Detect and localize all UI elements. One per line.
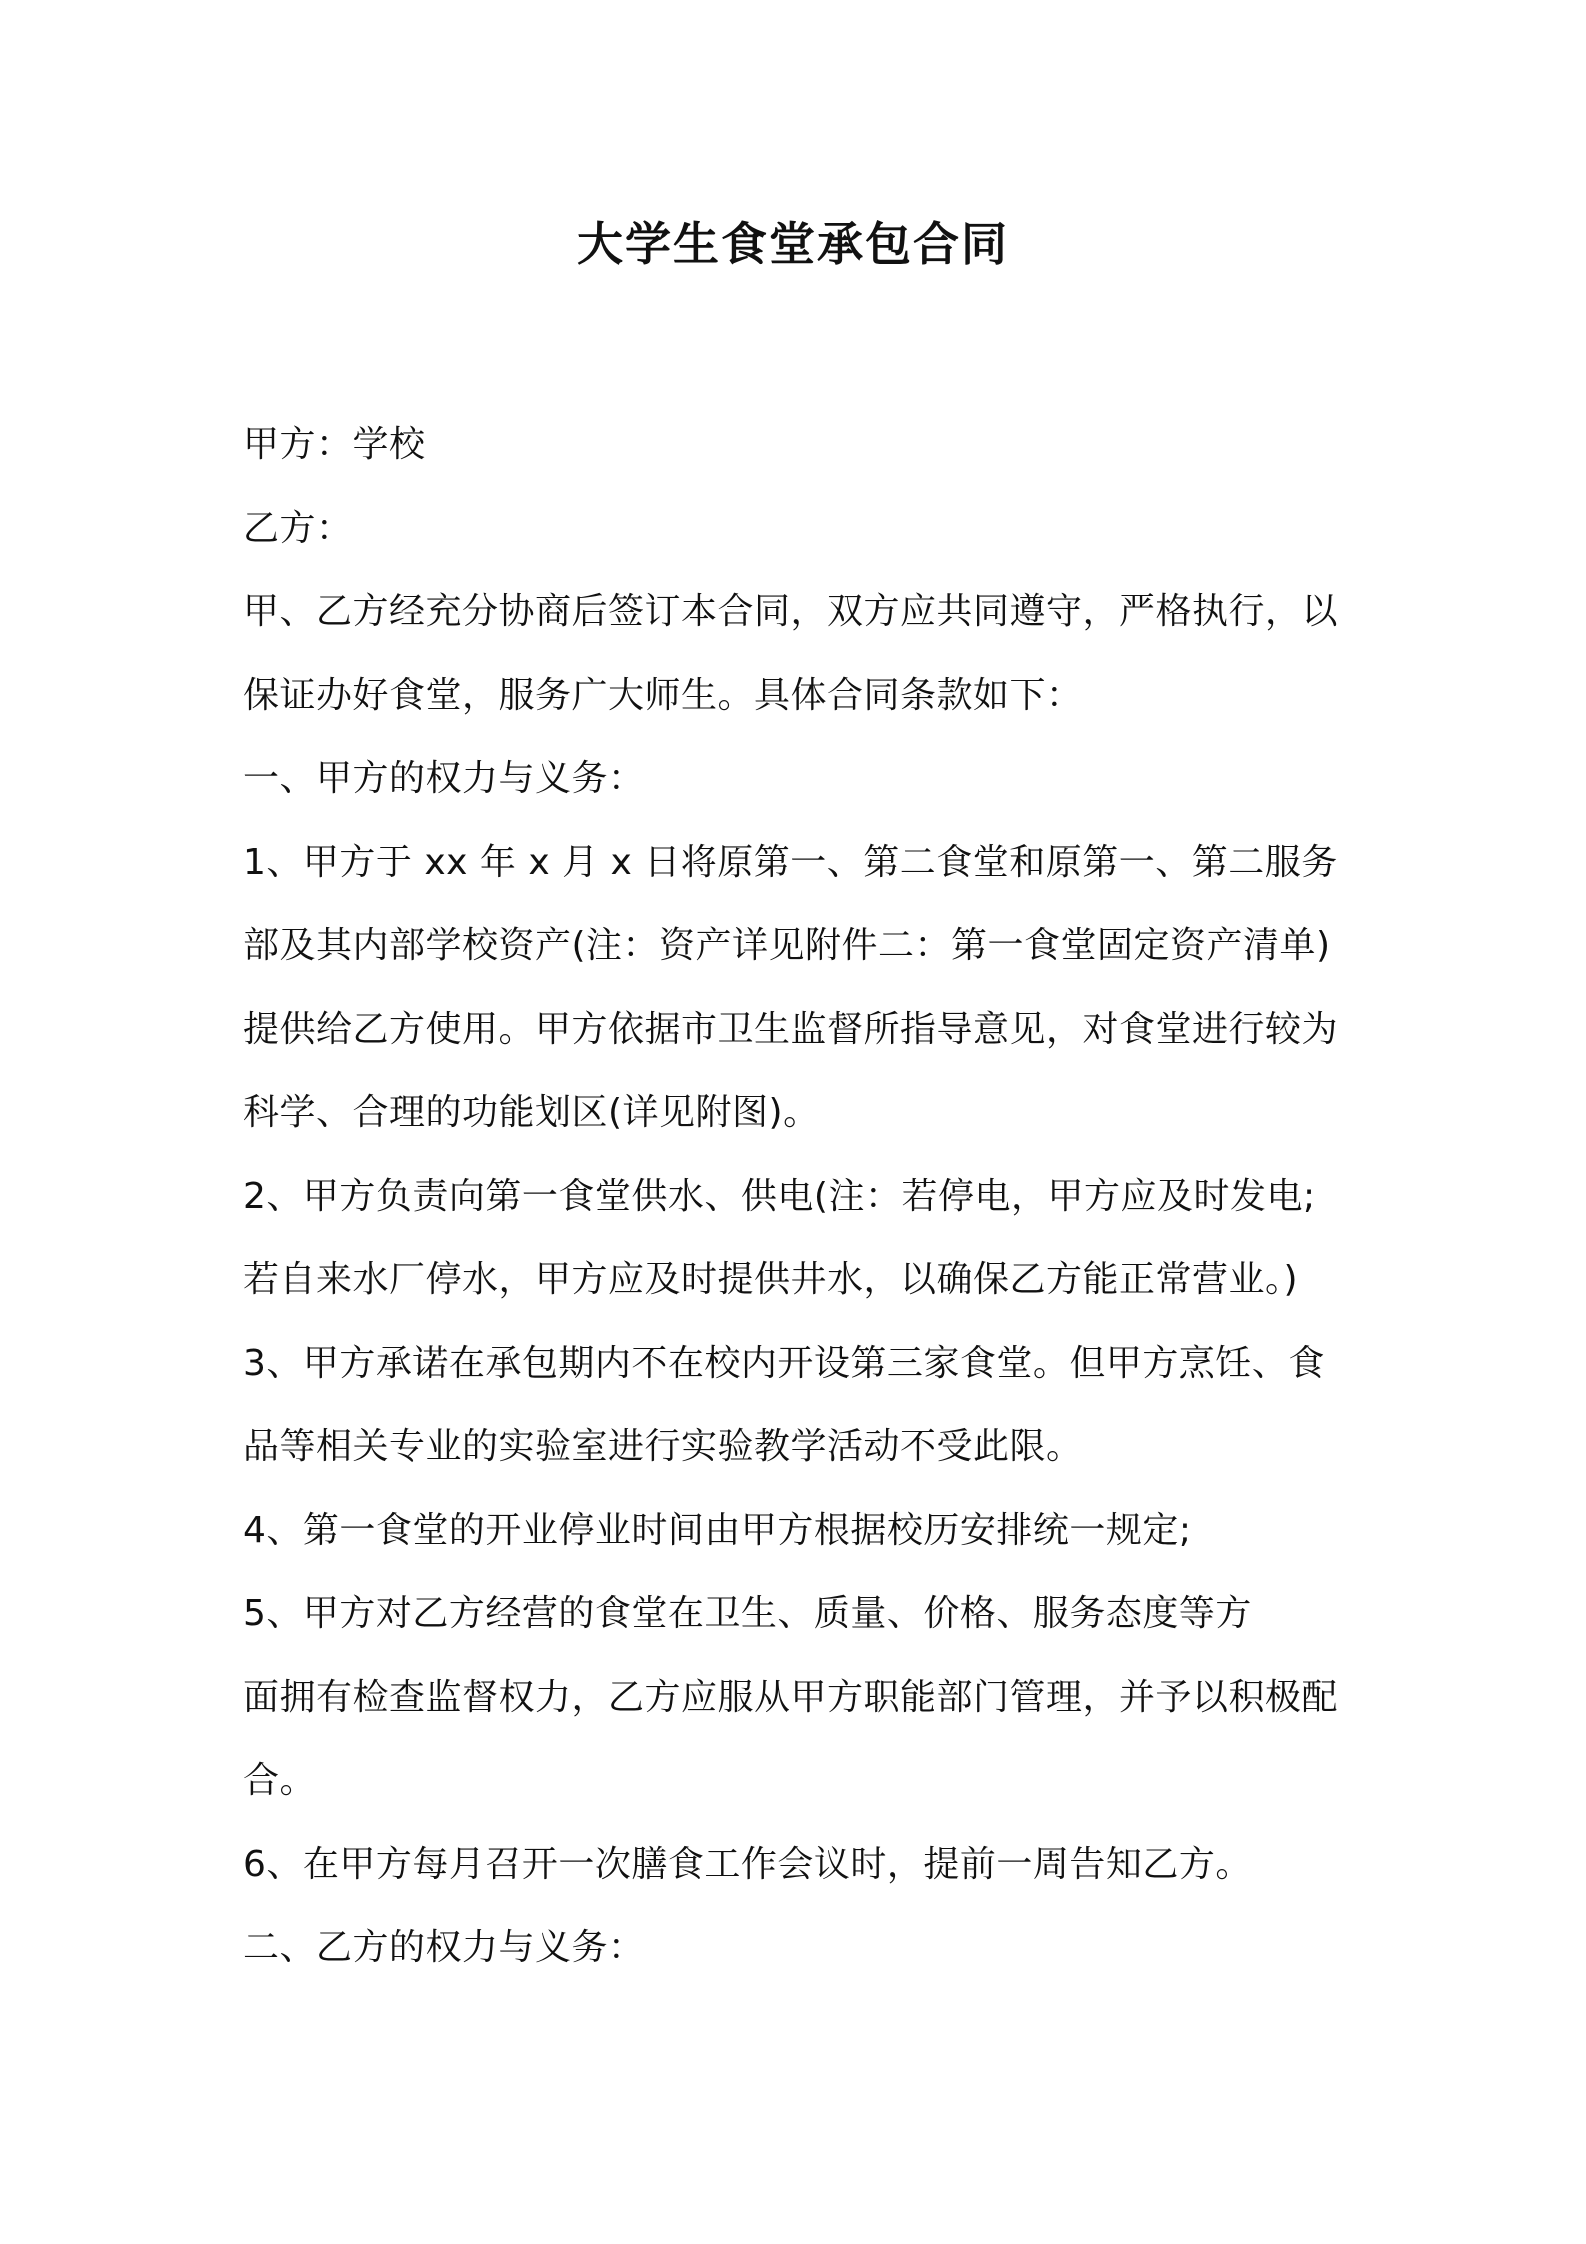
preamble-line-2: 保证办好食堂，服务广大师生。具体合同条款如下：: [243, 674, 1083, 716]
clause-3-line-1: 3、甲方承诺在承包期内不在校内开设第三家食堂。但甲方烹饪、食: [243, 1342, 1325, 1384]
clause-1-line-1: 1、甲方于 xx 年 x 月 x 日将原第一、第二食堂和原第一、第二服务: [243, 841, 1338, 883]
party-a-line: 甲方：学校: [243, 424, 426, 465]
clause-4-line-1: 4、第一食堂的开业停业时间由甲方根据校历安排统一规定;: [243, 1509, 1192, 1551]
clause-1-line-4: 科学、合理的功能划区(详见附图)。: [243, 1092, 820, 1133]
clause-2-line-2: 若自来水厂停水，甲方应及时提供井水，以确保乙方能正常营业。): [243, 1259, 1299, 1300]
document-title: 大学生食堂承包合同: [577, 217, 1009, 271]
section-heading-2: 二、乙方的权力与义务：: [243, 1927, 645, 1968]
clause-3-line-2: 品等相关专业的实验室进行实验教学活动不受此限。: [243, 1426, 1083, 1467]
section-heading-1: 一、甲方的权力与义务：: [243, 758, 645, 799]
clause-6-line-1: 6、在甲方每月召开一次膳食工作会议时，提前一周告知乙方。: [243, 1843, 1252, 1885]
party-b-line: 乙方：: [243, 507, 353, 549]
document-body: [243, 403, 1363, 1990]
clause-5-line-1: 5、甲方对乙方经营的食堂在卫生、质量、价格、服务态度等方: [243, 1593, 1252, 1634]
clause-2-line-1: 2、甲方负责向第一食堂供水、供电(注：若停电，甲方应及时发电;: [243, 1175, 1316, 1217]
clause-1-line-2: 部及其内部学校资产(注：资产详见附件二：第一食堂固定资产清单): [243, 925, 1331, 966]
clause-5-line-2: 面拥有检查监督权力，乙方应服从甲方职能部门管理，并予以积极配: [243, 1676, 1339, 1718]
clause-5-line-3: 合。: [243, 1760, 317, 1801]
preamble-line-1: 甲、乙方经充分协商后签订本合同，双方应共同遵守，严格执行，以: [243, 591, 1339, 632]
clause-1-line-3: 提供给乙方使用。甲方依据市卫生监督所指导意见，对食堂进行较为: [243, 1008, 1339, 1050]
